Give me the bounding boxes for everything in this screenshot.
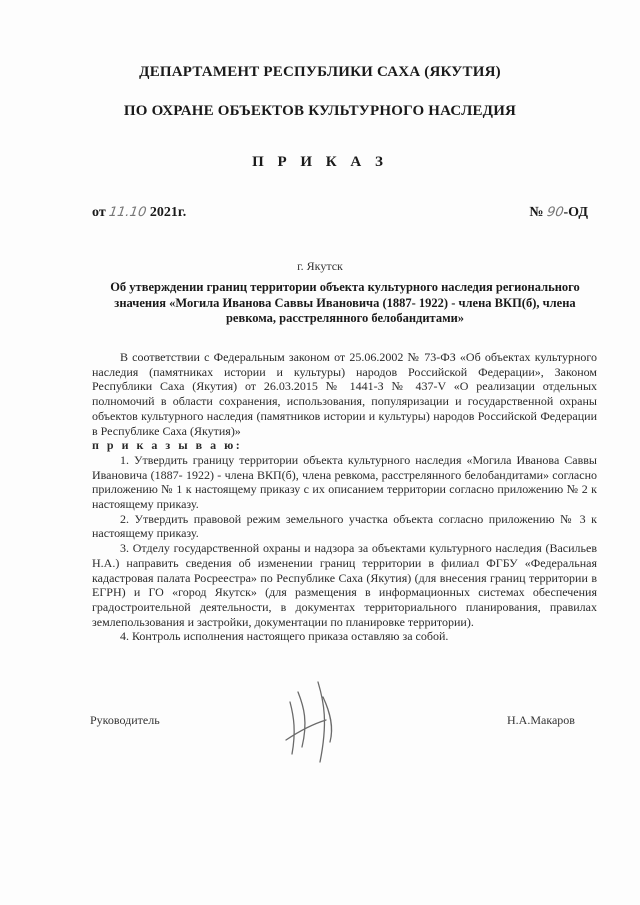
order-date (92, 205, 186, 221)
order-item-3: 3. Отделу государственной охраны и надзора за объектами культурного наследия (Васильев Н.А.) направить сведения об изменении границ территории в филиал ФГБУ «Федеральная кадастровая палата Росреестра» по Республике Саха (Якутия) (для внесения границ территории в ЕГРН) и ГО «город Якутск» (для размещения в информационных системах обеспечения градостроительной деятельности, в документах территориального планирования, правилах землепользования и застройки, документации по планировке территории). (92, 541, 597, 629)
handwritten-signature (268, 662, 348, 772)
document-type: П Р И К А З (252, 154, 388, 170)
order-item-4: 4. Контроль исполнения настоящего приказа оставляю за собой. (120, 629, 449, 644)
signatory-role: Руководитель (90, 713, 160, 727)
city-line: г. Якутск (297, 259, 343, 273)
preamble: В соответствии с Федеральным законом от 25.06.2002 № 73-ФЗ «Об объектах культурного наследия (памятниках истории и культуры) народов Российской Федерации», Законом Республики Саха (Якутия) от 26.03.2015 № 1441-З № 437-V «О реализации отдельных полномочий в области сохранения, использования, популяризации и государственной охраны объектов культурного наследия (памятников истории и культуры) народов Российской Федерации в Республике Саха (Якутия)» (92, 350, 597, 438)
handwritten-date: 11.10 (108, 205, 148, 220)
number-sign: № (529, 205, 544, 220)
order-item-1: 1. Утвердить границу территории объекта культурного наследия «Могила Иванова Саввы Ивановича (1887- 1922) - члена ВКП(б), члена ревкома, расстрелянного белобандитами» согласно приложению № 1 к настоящему приказу с их описанием территории согласно приложению № 2 к настоящему приказу. (92, 452, 597, 512)
order-number (529, 205, 588, 221)
date-prefix: от (92, 205, 106, 220)
handwritten-number: 90 (545, 205, 565, 220)
number-suffix: -ОД (563, 205, 588, 220)
department-subtitle: ПО ОХРАНЕ ОБЪЕКТОВ КУЛЬТУРНОГО НАСЛЕДИЯ (123, 103, 517, 119)
department-name: ДЕПАРТАМЕНТ РЕСПУБЛИКИ САХА (ЯКУТИЯ) (139, 64, 501, 80)
date-year: 2021г. (149, 205, 187, 220)
order-item-2: 2. Утвердить правовой режим земельного участка объекта согласно приложению № 3 к настоящему приказу. (92, 511, 597, 541)
order-body (92, 350, 597, 644)
signatory-name: Н.А.Макаров (507, 713, 575, 727)
order-title: Об утверждении границ территории объекта культурного наследия регионального значения «Могила Иванова Саввы Ивановича (1887- 1922) - члена ВКП(б), члена ревкома, расстрелянного белобандитами» (110, 280, 580, 325)
prikazyvayu: п р и к а з ы в а ю: (92, 438, 243, 453)
